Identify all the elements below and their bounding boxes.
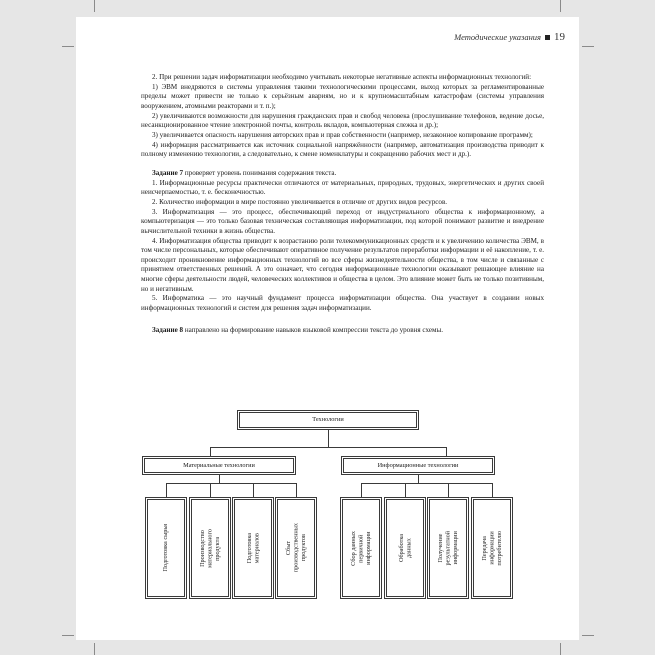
group-label: Материальные технологии: [183, 461, 255, 469]
task7-item: 5. Информатика — это научный фундамент процесса информатизации общества. Она участвует в создании новых информационных технологий и систем для решения задач информатизации.: [141, 294, 544, 313]
connector-line: [296, 483, 297, 497]
task7-item: 4. Информатизация общества приводит к возрастанию роли телекоммуникационных средств и к увеличению количества ЭВМ, в том числе персональных, которые обеспечивают оперативное получение результатов переработки информации и её накопление, т. е. происходит проникновение информационных технологий во все сферы жизнедеятельности общества, в том числе и связанные с принятием ответственных решений. А это означает, что сегодня информационные технологии оказывают решающее влияние на многие сферы деятельности людей, человеческих коллективов и общества в целом. Это влияние может быть не только позитивным, но и негативным.: [141, 236, 544, 293]
child-box: [473, 499, 511, 597]
child-label: Обработка данных: [397, 534, 412, 562]
connector-line: [210, 447, 447, 448]
crop-mark: [62, 635, 74, 636]
connector-line: [328, 430, 329, 447]
connector-line: [210, 447, 211, 457]
child-box: [191, 499, 229, 597]
connector-line: [253, 483, 254, 497]
task8-intro: направлено на формирование навыков языковой компрессии текста до уровня схемы.: [183, 325, 443, 334]
connector-line: [405, 483, 406, 497]
child-box: [234, 499, 272, 597]
group-box-information: [343, 458, 493, 473]
child-box: [277, 499, 315, 597]
child-label: Производство материального продукта: [198, 528, 221, 568]
child-label: Получение результатной информации: [436, 530, 459, 566]
task8-label: Задание 8: [152, 325, 184, 334]
book-page: [76, 17, 579, 640]
page-number: 19: [554, 31, 565, 43]
child-box: [342, 499, 380, 597]
crop-mark: [94, 643, 95, 655]
paragraph: 3) увеличивается опасность нарушения авторских прав и прав собственности (например, незаконное копирование программ);: [152, 130, 533, 139]
crop-mark: [560, 643, 561, 655]
child-box: [386, 499, 424, 597]
crop-mark: [582, 635, 594, 636]
child-label: Сбор данных первичной информации: [349, 530, 372, 566]
child-label: Передача информации потребителю: [480, 530, 503, 566]
connector-line: [448, 483, 449, 497]
paragraph: 2) увеличиваются возможности для нарушения гражданских прав и свобод человека (прослушивание телефонов, ведение досье, несанкционированное чтение электронной почты, контроль вкладов, компьютерная слежка и др.);: [141, 111, 544, 130]
paragraph: 2. При решении задач информатизации необходимо учитывать некоторые негативные аспекты информационных технологий:: [152, 73, 532, 81]
child-box: [147, 499, 185, 597]
crop-mark: [582, 46, 594, 47]
task7-item: 1. Информационные ресурсы практически отличаются от материальных, природных, трудовых, энергетических и других своей неисчерпаемостью, т. е. бесконечностью.: [141, 178, 544, 197]
crop-mark: [560, 0, 561, 12]
connector-line: [219, 475, 220, 483]
technology-diagram: [76, 17, 579, 640]
crop-mark: [94, 0, 95, 12]
child-label: Подготовка материалов: [245, 532, 260, 564]
group-label: Информационные технологии: [377, 461, 459, 469]
paragraph: 1) ЭВМ внедряются в системы управления такими технологическими процессами, выход которых за регламентированные пределы может привести не только к серьёзным авариям, но и к крупномасштабным катастрофам (системы управления вооружением, атомными реакторами и т. п.);: [141, 82, 544, 110]
running-head-title: Методические указания: [454, 32, 541, 42]
group-box-material: [144, 458, 294, 473]
connector-line: [418, 475, 419, 483]
task7-item: 3. Информатизация — это процесс, обеспечивающий переход от индустриального общества к информационному, а компьютеризация — это только базовая техническая составляющая информатизации, под которой понимают развитие и внедрение вычислительной техники в жизнь общества.: [141, 207, 544, 235]
child-label: Сбыт производственных продуктов: [284, 523, 307, 573]
connector-line: [446, 447, 447, 457]
task7-label: Задание 7: [152, 168, 184, 177]
connector-line: [361, 483, 362, 497]
connector-line: [166, 483, 167, 497]
diagram-root-label: Технологии: [312, 416, 344, 424]
child-box: [429, 499, 467, 597]
connector-line: [210, 483, 211, 497]
connector-line: [361, 483, 492, 484]
paragraph: 4) информация рассматривается как источник социальной напряжённости (например, автоматизация производства приводит к полному изменению технологии, а следовательно, к смене номенклатуры и сокращению рабочих мест и др.).: [141, 140, 544, 159]
task7-intro: проверяет уровень понимания содержания текста.: [183, 168, 337, 177]
connector-line: [492, 483, 493, 497]
task7-item: 2. Количество информации в мире постоянно увеличивается в отличие от других видов ресурсов.: [152, 197, 448, 206]
child-label: Подготовка сырья: [162, 524, 170, 572]
diagram-root-box: [239, 412, 417, 428]
connector-line: [166, 483, 297, 484]
crop-mark: [62, 46, 74, 47]
